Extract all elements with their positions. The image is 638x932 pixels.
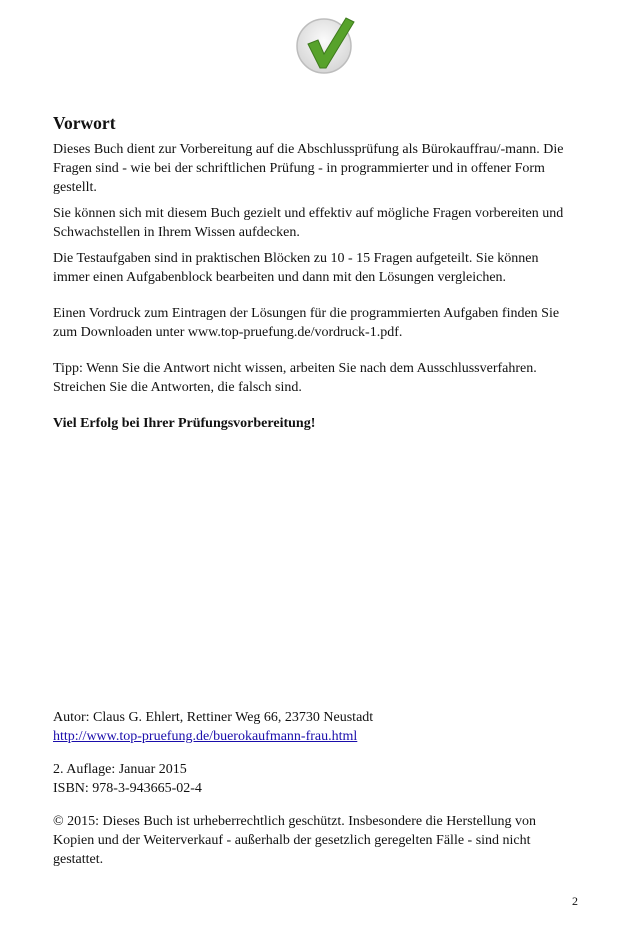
paragraph: Dieses Buch dient zur Vorbereitung auf die Abschlussprüfung als Bürokauffrau/-mann. Die Fragen sind - wie bei der schriftlichen Prüfung - in programmierter und in offener Form gestellt. [53,142,564,195]
copyright-notice: © 2015: Dieses Buch ist urheberrechtlich geschützt. Insbesondere die Herstellung von Kopien und der Weiterverkauf - außerhalb der gesetzlich geregelten Fälle - sind nicht gestattet. [53,814,537,867]
paragraph: Sie können sich mit diesem Buch gezielt und effektiv auf mögliche Fragen vorbereiten und Schwachstellen in Ihrem Wissen aufdecken. [53,206,564,240]
imprint [53,708,578,869]
checkmark-logo-icon [294,10,362,78]
page-title: Vorwort [53,113,116,133]
website-link[interactable]: http://www.top-pruefung.de/buerokaufmann-frau.html [53,729,358,744]
author-line: Autor: Claus G. Ehlert, Rettiner Weg 66, 23730 Neustadt [53,710,374,725]
paragraph: Die Testaufgaben sind in praktischen Blöcken zu 10 - 15 Fragen aufgeteilt. Sie können immer einen Aufgabenblock bearbeiten und dann mit den Lösungen vergleichen. [53,251,539,285]
paragraph: Tipp: Wenn Sie die Antwort nicht wissen, arbeiten Sie nach dem Ausschlussverfahren. Streichen Sie die Antworten, die falsch sind. [53,361,537,395]
foreword-section [53,112,578,433]
closing-text: Viel Erfolg bei Ihrer Prüfungsvorbereitung! [53,416,316,431]
page-number: 2 [572,894,578,908]
isbn-line: ISBN: 978-3-943665-02-4 [53,781,202,796]
edition-line: 2. Auflage: Januar 2015 [53,762,187,777]
paragraph: Einen Vordruck zum Eintragen der Lösungen für die programmierten Aufgaben finden Sie zum Downloaden unter www.top-pruefung.de/vordruck-1.pdf. [53,306,560,340]
